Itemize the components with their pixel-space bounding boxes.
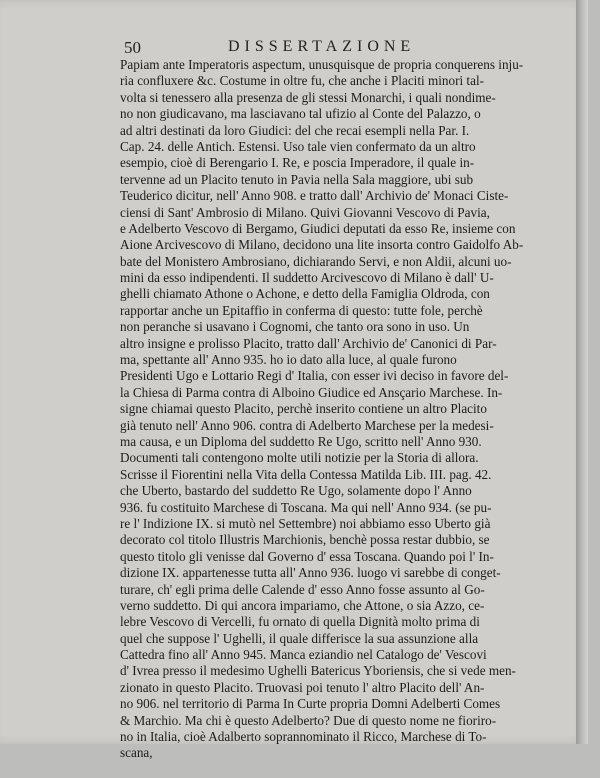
text-line: 936. fu costituito Marchese di Toscana. Ma qui nell' Anno 934. (se pu- bbox=[120, 499, 492, 515]
text-line: questo titolo gli venisse dal Governo d' essa Toscana. Quando poi l' In- bbox=[120, 548, 494, 564]
text-line: volta si tenessero alla presenza de gli stessi Monarchi, i quali nondime- bbox=[120, 89, 496, 105]
text-line: e Adelberto Vescovo di Bergamo, Giudici deputati da esso Re, insieme con bbox=[120, 220, 516, 236]
text-line: d' Ivrea presso il medesimo Ughelli Batericus Yboriensis, che si vede men- bbox=[120, 663, 516, 679]
text-line: dizione IX. appartenesse tutta all' Anno 936. luogo vi sarebbe di conget- bbox=[120, 565, 501, 581]
text-line: Teuderico dicitur, nell' Anno 908. e tratto dall' Archivio de' Monaci Ciste- bbox=[120, 188, 509, 204]
text-line: rapportar anche un Epitaffio in conferma di questo: tutte fole, perchè bbox=[120, 302, 483, 318]
text-line: no 906. nel territorio di Parma In Curte propria Domni Adelberti Comes bbox=[120, 696, 501, 712]
text-line: ad altri destinati da loro Giudici: del che recai esempli nella Par. I. bbox=[120, 122, 470, 138]
text-line: che Uberto, bastardo del suddetto Re Ugo, solamente dopo l' Anno bbox=[120, 483, 472, 499]
page-number: 50 bbox=[124, 38, 141, 57]
text-line: zionato in questo Placito. Truovasi poi tenuto l' altro Placito dell' An- bbox=[120, 679, 485, 695]
text-line: ciensi di Sant' Ambrosio di Milano. Quivi Giovanni Vescovo di Pavia, bbox=[120, 204, 490, 220]
text-line: signe chiamai questo Placito, perchè inserito contiene un altro Placito bbox=[120, 401, 487, 417]
text-line: & Marchio. Ma chi è questo Adelberto? Due di questo nome ne fioriro- bbox=[120, 712, 497, 728]
text-line: Cattedra fino all' Anno 945. Manca eziandio nel Catalogo de' Vescovi bbox=[120, 647, 487, 663]
text-line: ria confluxere &c. Costume in oltre fu, che anche i Placiti minori tal- bbox=[120, 73, 485, 89]
text-line: re l' Indizione IX. si mutò nel Settembre) noi abbiamo esso Uberto già bbox=[120, 515, 491, 531]
text-line: decorato col titolo Illustris Marchionis, benchè possa restar dubbio, se bbox=[120, 532, 490, 548]
text-line: verno suddetto. Di qui ancora impariamo, che Attone, o sia Azzo, ce- bbox=[120, 597, 485, 613]
text-line: bate del Monistero Ambrosiano, dichiarando Servi, e non Aldii, alcuni uo- bbox=[120, 253, 512, 269]
text-line: la Chiesa di Parma contra di Alboino Giudice ed Ansçario Marchese. In- bbox=[120, 384, 503, 400]
text-line: esempio, cioè di Berengario I. Re, e poscia Imperadore, il quale in- bbox=[120, 155, 475, 171]
text-line: turare, ch' egli prima delle Calende d' esso Anno fosse assunto al Go- bbox=[120, 581, 485, 597]
text-line: Scrisse il Fiorentini nella Vita della Contessa Matilda Lib. III. pag. 42. bbox=[120, 466, 492, 482]
text-line: ma causa, e un Diploma del suddetto Re Ugo, scritto nell' Anno 930. bbox=[120, 433, 482, 449]
text-line: Papiam ante Imperatoris aspectum, unusquisque de propria conquerens inju- bbox=[120, 57, 524, 72]
running-title: DISSERTAZIONE bbox=[228, 38, 416, 55]
text-line: quel che suppose l' Ughelli, il quale differisce la sua assunzione alla bbox=[120, 630, 479, 646]
text-line: non peranche si usavano i Cognomi, che tanto ora sono in uso. Un bbox=[120, 319, 470, 335]
text-line: no in Italia, cioè Adalberto soprannominato il Ricco, Marchese di To- bbox=[120, 729, 487, 745]
running-header bbox=[124, 38, 564, 58]
text-line: lebre Vescovo di Vercelli, fu ornato di quella Dignità molto prima di bbox=[120, 614, 480, 630]
text-line: no non giudicavano, ma lasciavano tal ufizio al Conte del Palazzo, o bbox=[120, 106, 481, 122]
text-line: Cap. 24. delle Antich. Estensi. Uso tale vien confermato da un altro bbox=[120, 138, 476, 154]
text-line: Documenti tali contengono molte utili notizie per la Storia di allora. bbox=[120, 450, 479, 466]
text-line: ghelli chiamato Athone o Achone, e detto della Famiglia Oldroda, con bbox=[120, 286, 490, 302]
text-line: Presidenti Ugo e Lottario Regi d' Italia, con esser ivi deciso in favore del- bbox=[120, 368, 509, 384]
text-line-catchword bbox=[120, 762, 582, 778]
text-line: altro insigne e prolisso Placito, tratto dall' Archivio de' Canonici di Par- bbox=[120, 335, 497, 351]
text-line: tervenne ad un Placito tenuto in Pavia nella Sala maggiore, ubi sub bbox=[120, 171, 474, 187]
text-line: scana, bbox=[120, 745, 153, 761]
body-text bbox=[120, 57, 582, 778]
text-line: mini da esso indipendenti. Il suddetto Arcivescovo di Milano è dall' U- bbox=[120, 270, 494, 286]
text-line: già tenuto nell' Anno 906. contra di Adelberto Marchese per la medesi- bbox=[120, 417, 494, 433]
text-line: ma, spettante all' Anno 935. ho io dato alla luce, al quale furono bbox=[120, 352, 457, 368]
text-line: Aione Arcivescovo di Milano, decidono una lite insorta contro Gaidolfo Ab- bbox=[120, 237, 524, 253]
